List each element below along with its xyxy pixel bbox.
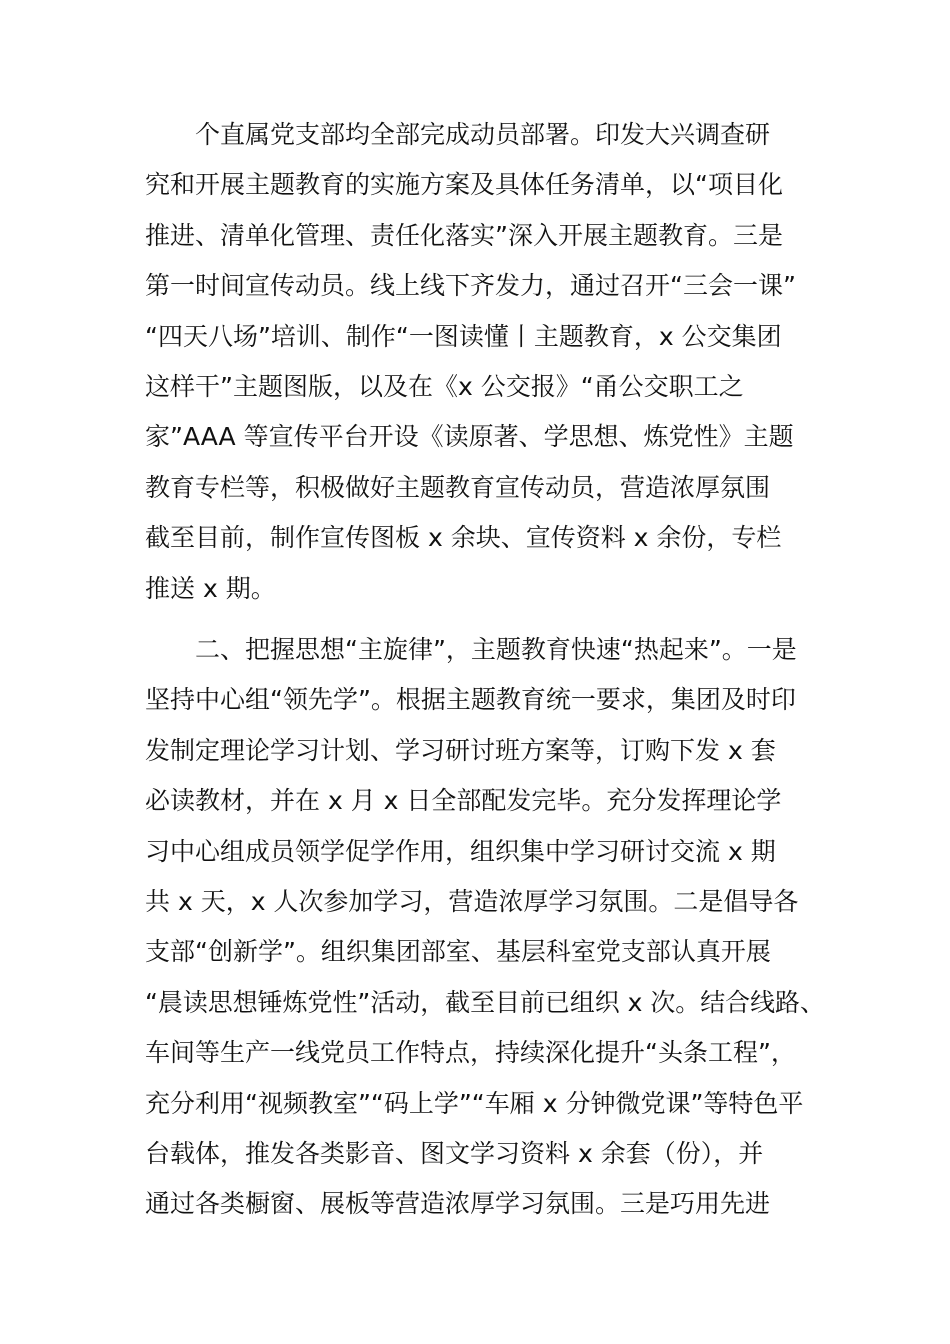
text-line: 发制定理论学习计划、学习研讨班方案等，订购下发 x 套 bbox=[145, 735, 776, 765]
paragraph-theme-education bbox=[145, 625, 825, 1230]
text-line: 共 x 天，x 人次参加学习，营造浓厚学习氛围。二是倡导各 bbox=[145, 886, 799, 916]
text-line: 教育专栏等，积极做好主题教育宣传动员，营造浓厚氛围 bbox=[145, 472, 771, 502]
text-line: 第一时间宣传动员。线上线下齐发力，通过召开“三会一课” bbox=[145, 271, 796, 301]
text-line: 台载体，推发各类影音、图文学习资料 x 余套（份），并 bbox=[145, 1138, 764, 1168]
text-line: 支部“创新学”。组织集团部室、基层科室党支部认真开展 bbox=[145, 937, 771, 967]
text-line: “四天八场”培训、制作“一图读懂丨主题教育，x 公交集团 bbox=[145, 321, 782, 351]
text-line: 习中心组成员领学促学作用，组织集中学习研讨交流 x 期 bbox=[145, 836, 776, 866]
text-line: 必读教材，并在 x 月 x 日全部配发完毕。充分发挥理论学 bbox=[145, 786, 782, 816]
text-line: 家”AAA 等宣传平台开设《读原著、学思想、炼党性》主题 bbox=[145, 422, 794, 452]
text-line: 坚持中心组“领先学”。根据主题教育统一要求，集团及时印 bbox=[145, 685, 796, 715]
paragraph-mobilization bbox=[145, 110, 825, 614]
text-line: 这样干”主题图版，以及在《x 公交报》“甬公交职工之 bbox=[145, 371, 744, 401]
text-line: 推送 x 期。 bbox=[145, 573, 276, 603]
text-line: “晨读思想锤炼党性”活动，截至目前已组织 x 次。结合线路、 bbox=[145, 987, 825, 1017]
text-line: 截至目前，制作宣传图板 x 余块、宣传资料 x 余份，专栏 bbox=[145, 523, 782, 553]
text-line: 充分利用“视频教室”“码上学”“车厢 x 分钟微党课”等特色平 bbox=[145, 1088, 804, 1118]
text-line: 个直属党支部均全部完成动员部署。印发大兴调查研 bbox=[195, 120, 771, 149]
text-line: 二、把握思想“主旋律”，主题教育快速“热起来”。一是 bbox=[195, 635, 797, 664]
text-line: 车间等生产一线党员工作特点，持续深化提升“头条工程”， bbox=[145, 1038, 796, 1068]
text-line: 推进、清单化管理、责任化落实”深入开展主题教育。三是 bbox=[145, 220, 783, 250]
text-line: 究和开展主题教育的实施方案及具体任务清单，以“项目化 bbox=[145, 170, 783, 200]
text-line: 通过各类橱窗、展板等营造浓厚学习氛围。三是巧用先进 bbox=[145, 1189, 771, 1219]
